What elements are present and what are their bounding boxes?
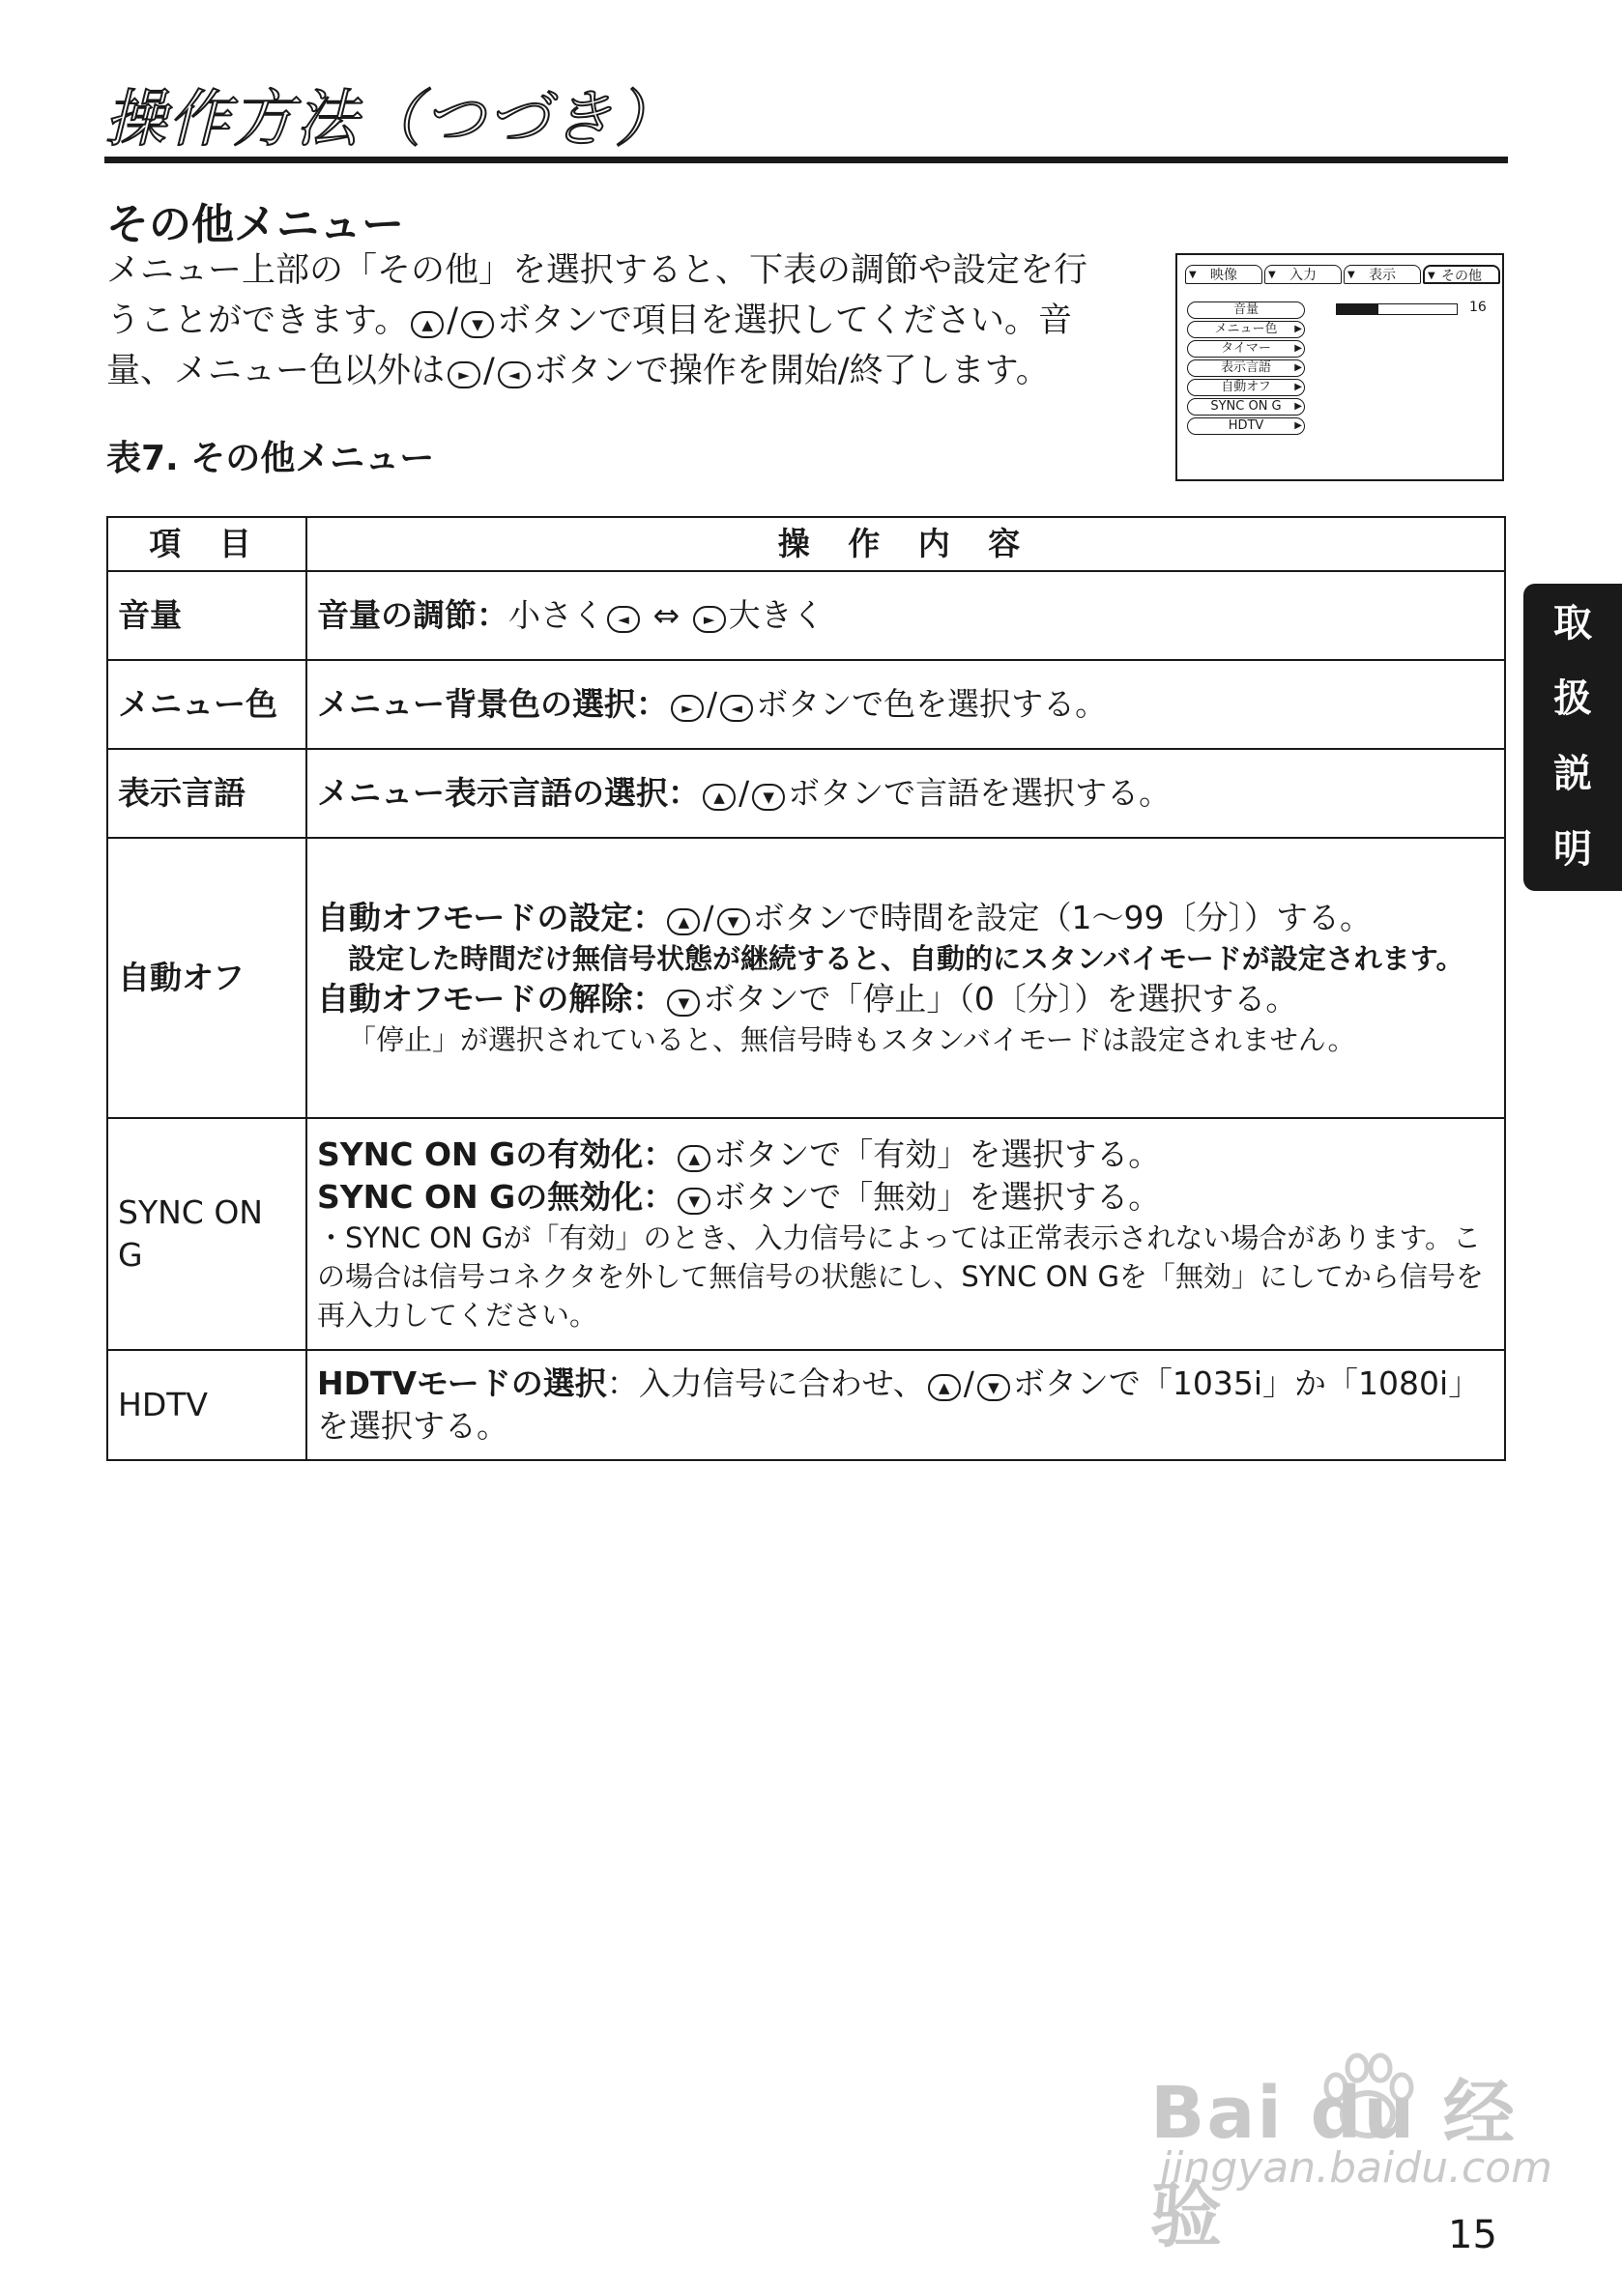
row-item: 表示言語 [107, 749, 306, 838]
triangle-right-icon: ▶ [1294, 420, 1302, 431]
menu-item-hdtv[interactable]: HDTV ▶ [1187, 417, 1305, 435]
volume-slider[interactable] [1336, 303, 1458, 315]
intro-line-1: メニュー上部の「その他」を選択すると、下表の調節や設定を行 [106, 251, 1088, 290]
menu-tab-display[interactable]: ▼ 表示 [1344, 265, 1421, 284]
row-item: 自動オフ [107, 838, 306, 1118]
row-item: メニュー色 [107, 660, 306, 749]
slash: / [483, 352, 495, 390]
slash: / [447, 301, 458, 340]
menu-item-volume[interactable]: 音量 [1187, 301, 1305, 319]
side-tab-char: 取 [1553, 601, 1592, 646]
up-button-icon: ▲ [703, 784, 736, 811]
table-row [107, 1118, 1505, 1350]
row-item: SYNC ON G [107, 1118, 306, 1350]
down-button-icon: ▼ [678, 1188, 710, 1215]
menu-item-menu-color[interactable]: メニュー色 ▶ [1187, 321, 1305, 338]
row-item: HDTV [107, 1350, 306, 1460]
row-content: 自動オフモードの設定： ▲ / ▼ ボタンで時間を設定（1～99〔分〕）する。 設定した時間だけ無信号状態が継続すると、自動的にスタンバイモードが設定されます。 自動オフモードの解除： ▼ ボタンで「停止」（0〔分〕）を選択する。 「停止」が選択されていると、無信号時もスタンバイモードは設定されません。 [306, 838, 1505, 1118]
chevron-down-icon: ▼ [1347, 270, 1355, 280]
left-button-icon: ◄ [607, 606, 640, 633]
menu-screenshot [1175, 253, 1504, 481]
right-button-icon: ► [448, 361, 480, 388]
table-header-row [107, 517, 1505, 571]
intro-line-2a: うことができます。 [106, 301, 409, 340]
header-operation: 操 作 内 容 [306, 517, 1505, 571]
triangle-right-icon: ▶ [1294, 401, 1302, 412]
page-number: 15 [1448, 2213, 1497, 2257]
menu-tab-picture[interactable]: ▼ 映像 [1185, 265, 1262, 284]
row-content: メニュー表示言語の選択： ▲ / ▼ ボタンで言語を選択する。 [306, 749, 1505, 838]
intro-line-3a: 量、メニュー色以外は [106, 352, 446, 390]
row-content: SYNC ON Gの有効化： ▲ ボタンで「有効」を選択する。 SYNC ON Gの無効化： ▼ ボタンで「無効」を選択する。 ・SYNC ON Gが「有効」のとき、入力信号によっては正常表示されない場合があります。この場合は信号コネクタを外して無信号の状態にし、SYNC ON Gを「無効」にしてから信号を再入力してください。 [306, 1118, 1505, 1350]
table-row [107, 660, 1505, 749]
watermark-logo-text: Bai du 经验 [1150, 2072, 1517, 2257]
triangle-right-icon: ▶ [1294, 362, 1302, 373]
up-button-icon: ▲ [667, 908, 700, 935]
chevron-down-icon: ▼ [1189, 270, 1197, 280]
left-button-icon: ◄ [498, 361, 531, 388]
row-content: メニュー背景色の選択： ► / ◄ ボタンで色を選択する。 [306, 660, 1505, 749]
auto-off-note-1: 設定した時間だけ無信号状態が継続すると、自動的にスタンバイモードが設定されます。 [348, 942, 1464, 975]
down-button-icon: ▼ [717, 908, 750, 935]
row-content: HDTVモードの選択：入力信号に合わせ、 ▲ / ▼ ボタンで「1035i」か「1080i」を選択する。 [306, 1350, 1505, 1460]
left-button-icon: ◄ [720, 695, 753, 722]
row-content: 音量の調節：小さく ◄ ⇔ ► 大きく [306, 571, 1505, 660]
down-button-icon: ▼ [752, 784, 785, 811]
table-row [107, 1350, 1505, 1460]
intro-line-3b: ボタンで操作を開始/終了します。 [533, 352, 1050, 390]
row-item: 音量 [107, 571, 306, 660]
menu-item-timer[interactable]: タイマー ▶ [1187, 340, 1305, 358]
menu-tabs [1185, 265, 1498, 286]
up-button-icon: ▲ [411, 311, 444, 338]
triangle-right-icon: ▶ [1294, 324, 1302, 334]
down-button-icon: ▼ [977, 1374, 1010, 1401]
side-tab-char: 明 [1553, 827, 1592, 872]
down-button-icon: ▼ [461, 311, 494, 338]
menu-item-auto-off[interactable]: 自動オフ ▶ [1187, 379, 1305, 396]
table-row [107, 838, 1505, 1118]
header-item: 項 目 [107, 517, 306, 571]
menu-item-language[interactable]: 表示言語 ▶ [1187, 359, 1305, 377]
table-row [107, 749, 1505, 838]
triangle-right-icon: ▶ [1294, 382, 1302, 392]
title-rule [104, 157, 1508, 163]
side-tab-char: 説 [1553, 752, 1592, 796]
down-button-icon: ▼ [667, 990, 700, 1017]
menu-item-sync-on-g[interactable]: SYNC ON G ▶ [1187, 398, 1305, 416]
menu-tab-input[interactable]: ▼ 入力 [1264, 265, 1342, 284]
chevron-down-icon: ▼ [1428, 271, 1435, 281]
table-row [107, 571, 1505, 660]
auto-off-note-2: 「停止」が選択されていると、無信号時もスタンバイモードは設定されません。 [348, 1023, 1356, 1056]
right-button-icon: ► [671, 695, 704, 722]
page-title: 操作方法（つづき） [104, 84, 679, 156]
volume-fill [1337, 304, 1378, 314]
up-button-icon: ▲ [928, 1374, 961, 1401]
triangle-right-icon: ▶ [1294, 343, 1302, 354]
chevron-down-icon: ▼ [1268, 270, 1276, 280]
menu-tab-other[interactable]: ▼ その他 [1423, 265, 1500, 284]
intro-line-2b: ボタンで項目を選択してください。音 [497, 301, 1073, 340]
side-tab-char: 扱 [1553, 676, 1592, 721]
section-heading: その他メニュー [106, 200, 404, 249]
watermark-url: jingyan.baidu.com [1160, 2143, 1553, 2193]
other-menu-table [106, 516, 1506, 1461]
sync-on-g-note: ・SYNC ON Gが「有効」のとき、入力信号によっては正常表示されない場合があります。この場合は信号コネクタを外して無信号の状態にし、SYNC ON Gを「無効」にしてから信号を再入力してください。 [317, 1221, 1484, 1332]
volume-value: 16 [1469, 300, 1487, 315]
side-section-tab [1523, 584, 1622, 891]
table-caption: 表7. その他メニュー [106, 439, 435, 478]
up-button-icon: ▲ [678, 1145, 710, 1172]
intro-paragraph [106, 245, 1150, 396]
right-button-icon: ► [693, 606, 726, 633]
